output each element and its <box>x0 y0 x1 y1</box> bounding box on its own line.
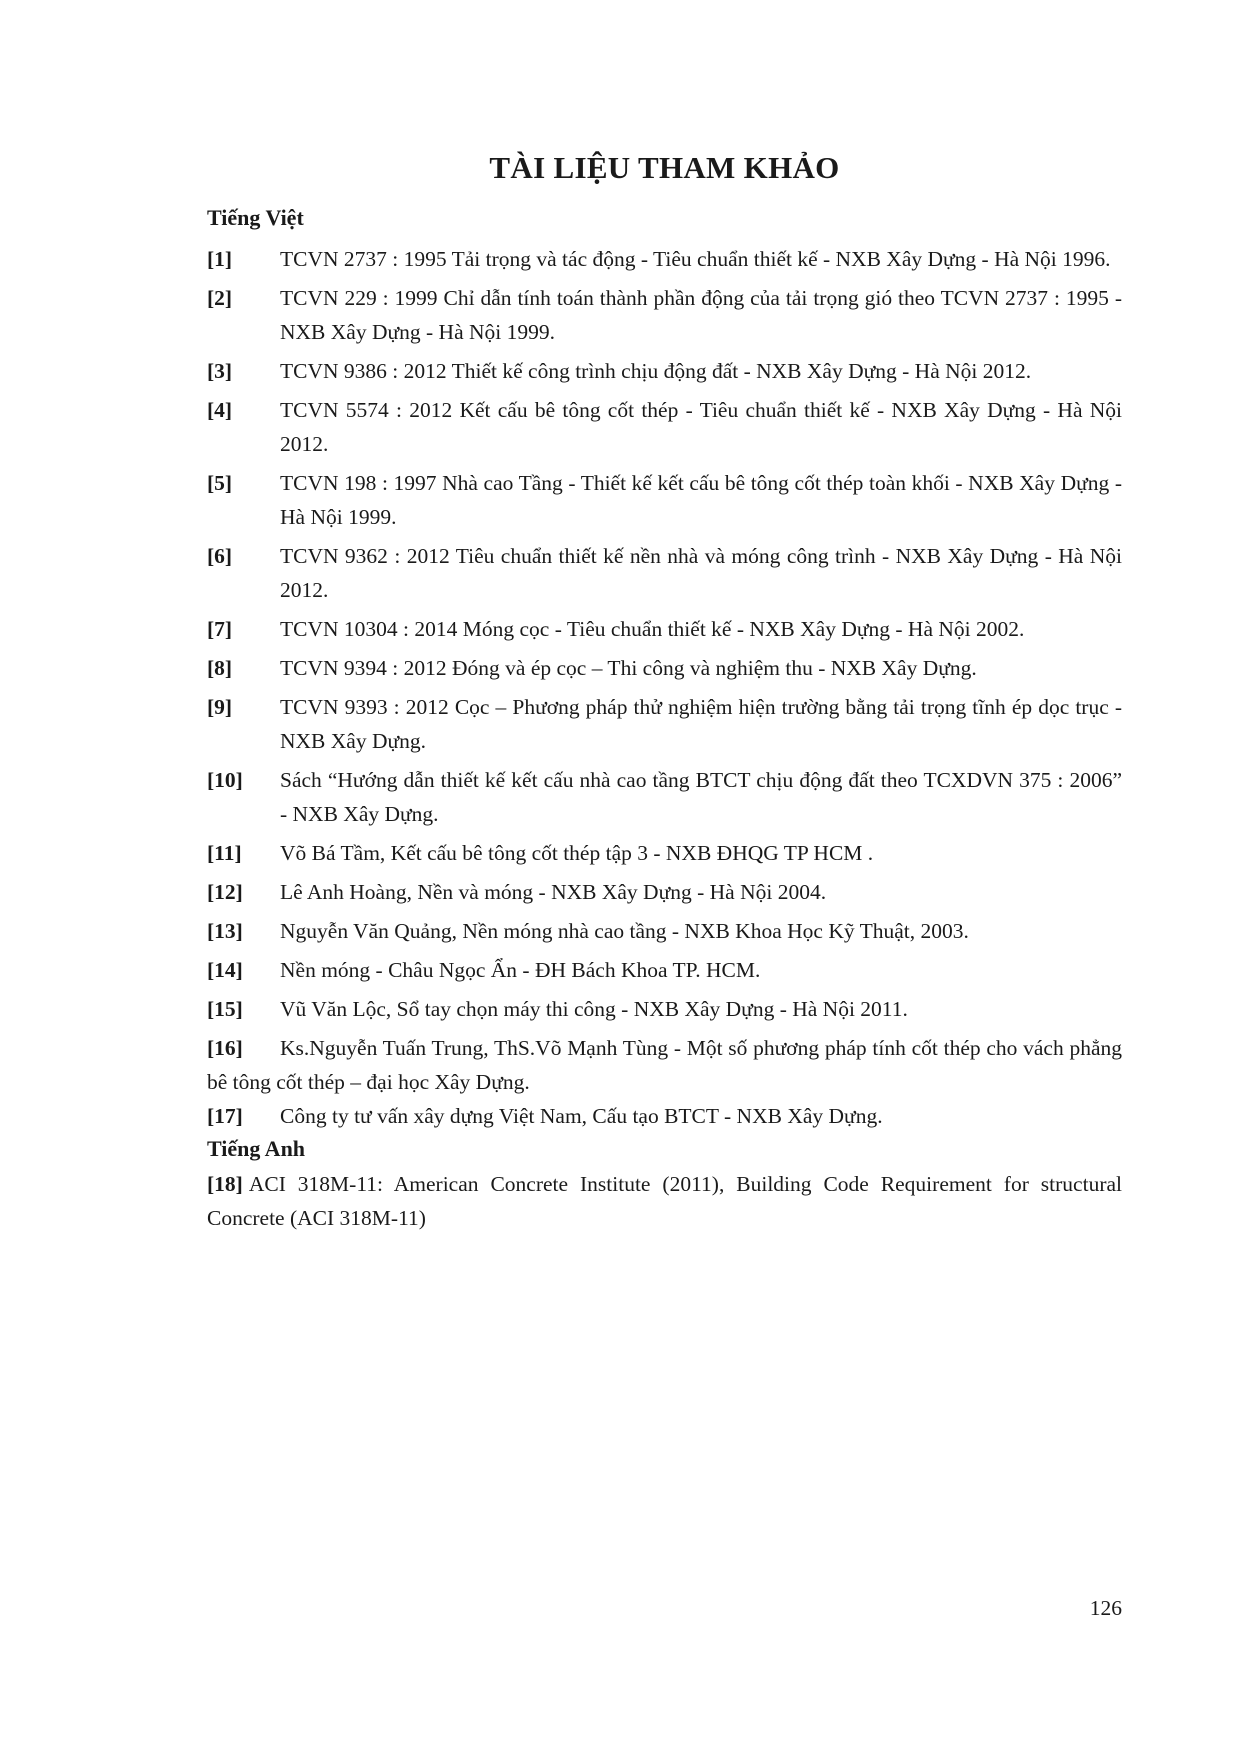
reference-number: [17] <box>207 1104 243 1128</box>
reference-item <box>207 242 1122 276</box>
reference-number: [5] <box>207 471 233 495</box>
reference-item <box>207 1099 1122 1133</box>
reference-item <box>207 539 1122 607</box>
reference-number: [9] <box>207 695 233 719</box>
reference-text: TCVN 5574 : 2012 Kết cấu bê tông cốt thép - Tiêu chuẩn thiết kế - NXB Xây Dựng - Hà Nội 2012. <box>280 398 1122 456</box>
reference-item <box>207 612 1122 646</box>
reference-text: TCVN 2737 : 1995 Tải trọng và tác động - Tiêu chuẩn thiết kế - NXB Xây Dựng - Hà Nội 1996. <box>280 247 1111 271</box>
reference-item <box>207 690 1122 758</box>
reference-text: ACI 318M-11: American Concrete Institute (2011), Building Code Requirement for structural Concrete (ACI 318M-11) <box>207 1172 1122 1230</box>
reference-text: TCVN 9394 : 2012 Đóng và ép cọc – Thi công và nghiệm thu - NXB Xây Dựng. <box>280 656 977 680</box>
reference-item <box>207 354 1122 388</box>
reference-item <box>207 393 1122 461</box>
reference-number: [3] <box>207 359 233 383</box>
reference-text: TCVN 9393 : 2012 Cọc – Phương pháp thử nghiệm hiện trường bằng tải trọng tĩnh ép dọc trục - NXB Xây Dựng. <box>280 695 1122 753</box>
page-title: TÀI LIỆU THAM KHẢO <box>489 150 840 185</box>
reference-item <box>207 953 1122 987</box>
reference-text: TCVN 229 : 1999 Chỉ dẫn tính toán thành phần động của tải trọng gió theo TCVN 2737 : 1995 - NXB Xây Dựng - Hà Nội 1999. <box>280 286 1122 344</box>
reference-item <box>207 763 1122 831</box>
reference-item <box>207 651 1122 685</box>
reference-number: [12] <box>207 880 243 904</box>
reference-number: [8] <box>207 656 233 680</box>
reference-number: [15] <box>207 997 243 1021</box>
reference-text: Ks.Nguyễn Tuấn Trung, ThS.Võ Mạnh Tùng - Một số phương pháp tính cốt thép cho vách phẳng bê tông cốt thép – đại học Xây Dựng. <box>207 1036 1122 1094</box>
reference-text: Võ Bá Tầm, Kết cấu bê tông cốt thép tập 3 - NXB ĐHQG TP HCM . <box>280 841 874 865</box>
reference-text: TCVN 9386 : 2012 Thiết kế công trình chịu động đất - NXB Xây Dựng - Hà Nội 2012. <box>280 359 1032 383</box>
page-number: 126 <box>1089 1596 1122 1620</box>
reference-text: Sách “Hướng dẫn thiết kế kết cấu nhà cao tầng BTCT chịu động đất theo TCXDVN 375 : 2006” - NXB Xây Dựng. <box>280 768 1122 826</box>
reference-number: [1] <box>207 247 233 271</box>
reference-item <box>207 875 1122 909</box>
reference-number: [4] <box>207 398 233 422</box>
reference-text: Công ty tư vấn xây dựng Việt Nam, Cấu tạo BTCT - NXB Xây Dựng. <box>280 1104 883 1128</box>
reference-item <box>207 1167 1122 1235</box>
references-page <box>207 150 1122 1240</box>
reference-number: [13] <box>207 919 243 943</box>
reference-number: [16] <box>207 1036 243 1060</box>
reference-text: TCVN 10304 : 2014 Móng cọc - Tiêu chuẩn thiết kế - NXB Xây Dựng - Hà Nội 2002. <box>280 617 1025 641</box>
reference-item <box>207 281 1122 349</box>
section-heading-english: Tiếng Anh <box>207 1136 306 1161</box>
section-heading-vietnamese: Tiếng Việt <box>207 205 304 230</box>
reference-number: [10] <box>207 768 243 792</box>
reference-number: [6] <box>207 544 233 568</box>
reference-number: [11] <box>207 841 242 865</box>
reference-item <box>207 992 1122 1026</box>
reference-text: Nguyễn Văn Quảng, Nền móng nhà cao tầng - NXB Khoa Học Kỹ Thuật, 2003. <box>280 919 969 943</box>
reference-item <box>207 466 1122 534</box>
reference-item <box>207 1031 1122 1099</box>
reference-item <box>207 836 1122 870</box>
reference-number: [2] <box>207 286 233 310</box>
reference-text: TCVN 198 : 1997 Nhà cao Tầng - Thiết kế kết cấu bê tông cốt thép toàn khối - NXB Xây Dựng - Hà Nội 1999. <box>280 471 1122 529</box>
reference-text: Nền móng - Châu Ngọc Ẩn - ĐH Bách Khoa TP. HCM. <box>280 958 761 982</box>
reference-text: Lê Anh Hoàng, Nền và móng - NXB Xây Dựng - Hà Nội 2004. <box>280 880 827 904</box>
reference-number: [18] <box>207 1172 243 1196</box>
reference-item <box>207 914 1122 948</box>
reference-number: [7] <box>207 617 233 641</box>
reference-text: Vũ Văn Lộc, Sổ tay chọn máy thi công - NXB Xây Dựng - Hà Nội 2011. <box>280 997 908 1021</box>
reference-text: TCVN 9362 : 2012 Tiêu chuẩn thiết kế nền nhà và móng công trình - NXB Xây Dựng - Hà Nội 2012. <box>280 544 1122 602</box>
reference-number: [14] <box>207 958 243 982</box>
